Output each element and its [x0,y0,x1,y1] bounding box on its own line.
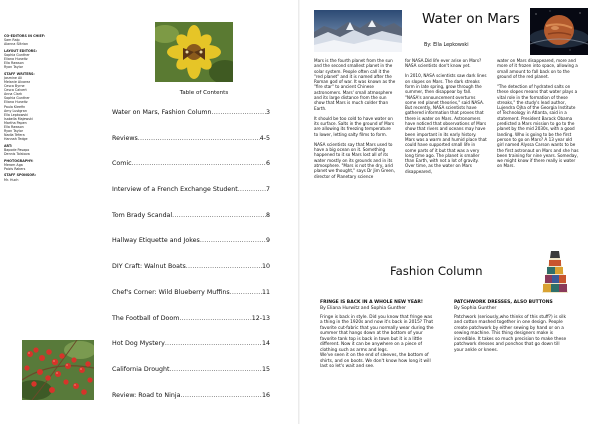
toc-leader-dots [138,134,260,143]
toc-entry-title: Review: Road to Ninja [112,391,181,399]
mars-column-3 [497,58,579,174]
staff-name: Sophia Gunther [4,52,30,57]
toc-entry-page: 4-5 [259,134,270,142]
staff-name: Ryan Taylor [4,65,23,70]
staff-name: Melanie Alvarez [4,79,31,84]
mars-byline: By: Ella Lepkowski [424,42,469,48]
staff-name: Dennis Tolstova [4,152,30,157]
mars-paragraph: Mars is the fourth planet from the sun and the second smallest planet in the solar system. People often call it the "red planet" and it is named after the Roman god of war. It was known as the "fire star" to ancient Chinese astronomers. Mars' small atmosphere and its large distance from the sun show that Mars is much colder than Earth. [314,58,396,111]
toc-entry-page: 6 [265,160,270,168]
staff-name: Paizis Rakers [4,166,26,171]
patchwork-dress-photo [540,250,570,294]
toc-entry-title: Reviews [112,134,138,142]
toc-entry [112,288,270,302]
staff-name: Ella Rawson [4,124,24,129]
fringe-heading: FRINGE IS BACK IN A WHOLE NEW YEAR! [320,300,423,305]
fashion-column-title: Fashion Column [390,264,483,278]
patchwork-paragraph: Patchwork (seriously,who thinks of this stuff?) is silk and cotton mashed together in one design. People create patchwork by either sewing by hand or on a sewing machine. This thing designers make is incredible. It takes so much precision to make these patchwork dresses and ponchos that go down till your ankle or knees. [454,314,567,353]
staff-role: LAYOUT EDITORS: [4,48,37,53]
staff-role: ART: [4,143,13,148]
toc-entry-page: 9 [265,237,270,245]
toc-entry-page: 15 [261,365,270,373]
toc-leader-dots [170,365,262,374]
staff-name: Anna Clark [4,92,23,97]
toc-title: Table of Contents [179,90,229,96]
staff-role: CO-EDITORS IN CHIEF: [4,34,46,38]
toc-leader-dots [172,211,266,220]
toc-entry [112,262,270,276]
staff-name: Cesca Calvert [4,88,27,93]
staff-name: Ella Lepkowski [4,112,28,117]
toc-entry-title: Water on Mars, Fashion Column [112,109,212,116]
staff-name: Alanna Siltrian [4,42,29,47]
staff-list [4,34,66,182]
toc-entry-title: Comic [112,160,132,168]
mars-paragraph: "The detection of hydrated salts on these slopes means that water plays a vital role in the formation of these streaks," the study's lead author, Lujendra Ojha of the Georgia Institute of Technology in Atlanta, said in a statement. President Barack Obama predicted a Mars mission to go to the planet by the mid 2030s, with a good landing. Who is going to be the first person to go on Mars? A 13 year old girl named Alyssa Carson wants to be the first astronaut on Mars and she has been training for nine years. Someday, we might know if there really is water on Mars. [497,83,579,169]
toc-leader-dots [230,288,262,297]
toc-entry-title: Hallway Etiquette and Jokes [112,237,200,245]
mars-column-1 [314,58,396,184]
toc-entry [112,134,270,148]
toc-leader-dots [179,314,251,323]
staff-name: Paula Kleefin [4,104,26,109]
toc-entry-page: 11 [261,288,270,296]
fashion-patchwork-article [454,300,568,353]
mars-paragraph: for NASA.Did life ever arise on Mars? NASA scientists don't know yet. [405,58,482,69]
toc-entry-title: Tom Brady Scandal [112,211,173,219]
staff-role: STAFF SPONSOR: [4,173,36,178]
table-of-contents [112,108,270,416]
fringe-paragraph: We've seen it on the end of sleeves, the bottom of shirts, and on boots. We don't know how long it will last so let's wait and see. [320,353,431,370]
toc-leader-dots [212,108,266,117]
fashion-fringe-article [320,300,434,370]
toc-leader-dots [180,391,262,400]
staff-name: Eliana Hurwitz [4,100,28,105]
staff-name: Ella Rawson [4,61,24,66]
toc-entry-page: 12-13 [251,314,270,322]
red-berries-photo [22,340,94,400]
staff-name: Eliana Hurwitz [4,56,28,61]
toc-entry-title: Chef's Corner: Wild Blueberry Muffins [112,288,230,296]
toc-entry-page: 10 [261,263,270,271]
patchwork-heading: PATCHWORK DRESSES, ALSO BUTTONS [454,300,553,305]
right-page [300,0,600,424]
staff-name: Ryan Taylor [4,129,23,134]
staff-role: PHOTOGRAPHY: [4,158,34,163]
toc-entry-page: 8 [265,211,270,219]
staff-name: Hannah Tedge [4,137,28,142]
toc-leader-dots [238,185,266,194]
toc-entry-page: 14 [261,340,270,348]
toc-leader-dots [165,339,262,348]
mars-landscape-photo [314,10,402,52]
toc-entry-title: The Football of Doom [112,314,180,322]
toc-leader-dots [200,236,266,245]
mars-paragraph: In 2010, NASA scientists saw dark lines on slopes on Mars. The dark streaks form in late spring, grow through the summer, then disappear by fall. "NASA's announcement overturns some red planet theories," said NASA. But recently, NASA scientists have gathered information that proves that there is water on Mars. Astronomers have noticed that observations of Mars show that rivers and oceans may have been important in its early history. Mars was a warm and humid place that could have supported small life in some parts of it but that was a very long time ago. The planet is smaller than Earth, with not a lot of gravity. Over time, as the water on Mars disappeared, [405,73,487,174]
mars-paragraph: NASA scientists say that Mars used to have a big ocean on it. Something happened to it so Mars lost all of its water mostly on its grounds and in its atmosphere. "Mars is not the dry, arid planet we thought," says Dr Jim Green, director of Planetary science [314,141,395,179]
toc-entry [112,211,270,225]
toc-entry [112,339,270,353]
toc-entry [112,314,270,328]
toc-entry-page: 7 [265,186,270,194]
mars-paragraph: water on Mars disappeared, more and more of it frozen into space, allowing a small amount to fall back on to the ground of the red planet. [497,58,578,79]
staff-name: Sam Ralp [4,38,20,43]
staff-name: Sophia Gunther [4,96,30,101]
toc-entry-title: DIY Craft: Walnut Boats [112,263,186,271]
toc-entry-title: Hot Dog Mystery [112,340,165,348]
staff-name: Mr. Huch [4,177,19,182]
toc-entry-page: 3 [265,109,270,116]
toc-leader-dots [132,159,266,168]
toc-entry [112,108,270,122]
toc-entry [112,236,270,250]
toc-entry-title: Interview of a French Exchange Student [112,186,238,194]
butterfly-flower-photo [155,22,233,82]
mars-article-title: Water on Mars [422,11,520,27]
staff-name: Jasmine Ali [4,75,23,80]
staff-name: Bapode Pasapo [4,147,30,152]
fringe-paragraph: Fringe is back in style. Did you know that fringe was a thing in the 1920s and now it's back in 2015? That favorite cut-fabric that you normally wear during the summer that hangs down at the bottom of your favorite tank top is back in town but it is a little different. Now it can be anywhere on a piece of clothing such as arms and legs. [320,314,434,353]
toc-entry-page: 16 [261,391,270,399]
mars-planet-photo [530,8,588,55]
toc-entry [112,185,270,199]
staff-name: Nadia Tefera [4,133,25,138]
staff-name: Cesca Byrne [4,84,25,89]
toc-leader-dots [186,262,262,271]
mars-column-2 [405,58,487,179]
staff-name: Martha Papen [4,120,27,125]
staff-name: Amy Lustgran [4,108,27,113]
toc-entry [112,159,270,173]
patchwork-byline: By Sophia Gunther [454,305,497,311]
toc-entry [112,365,270,379]
fringe-byline: By Eliana Hurwitz and Sophia Gunther [320,305,406,311]
toc-entry-title: California Drought [112,365,170,373]
staff-role: STAFF WRITERS: [4,71,35,76]
toc-entry [112,391,270,405]
mars-paragraph: It should be too cold to have water on its surface. Salts in the ground of Mars are allowing its freezing temperature to lower, letting salty films to form. [314,115,395,137]
staff-name: Isabella Majewski [4,116,33,121]
staff-name: Merom Aga [4,162,23,167]
